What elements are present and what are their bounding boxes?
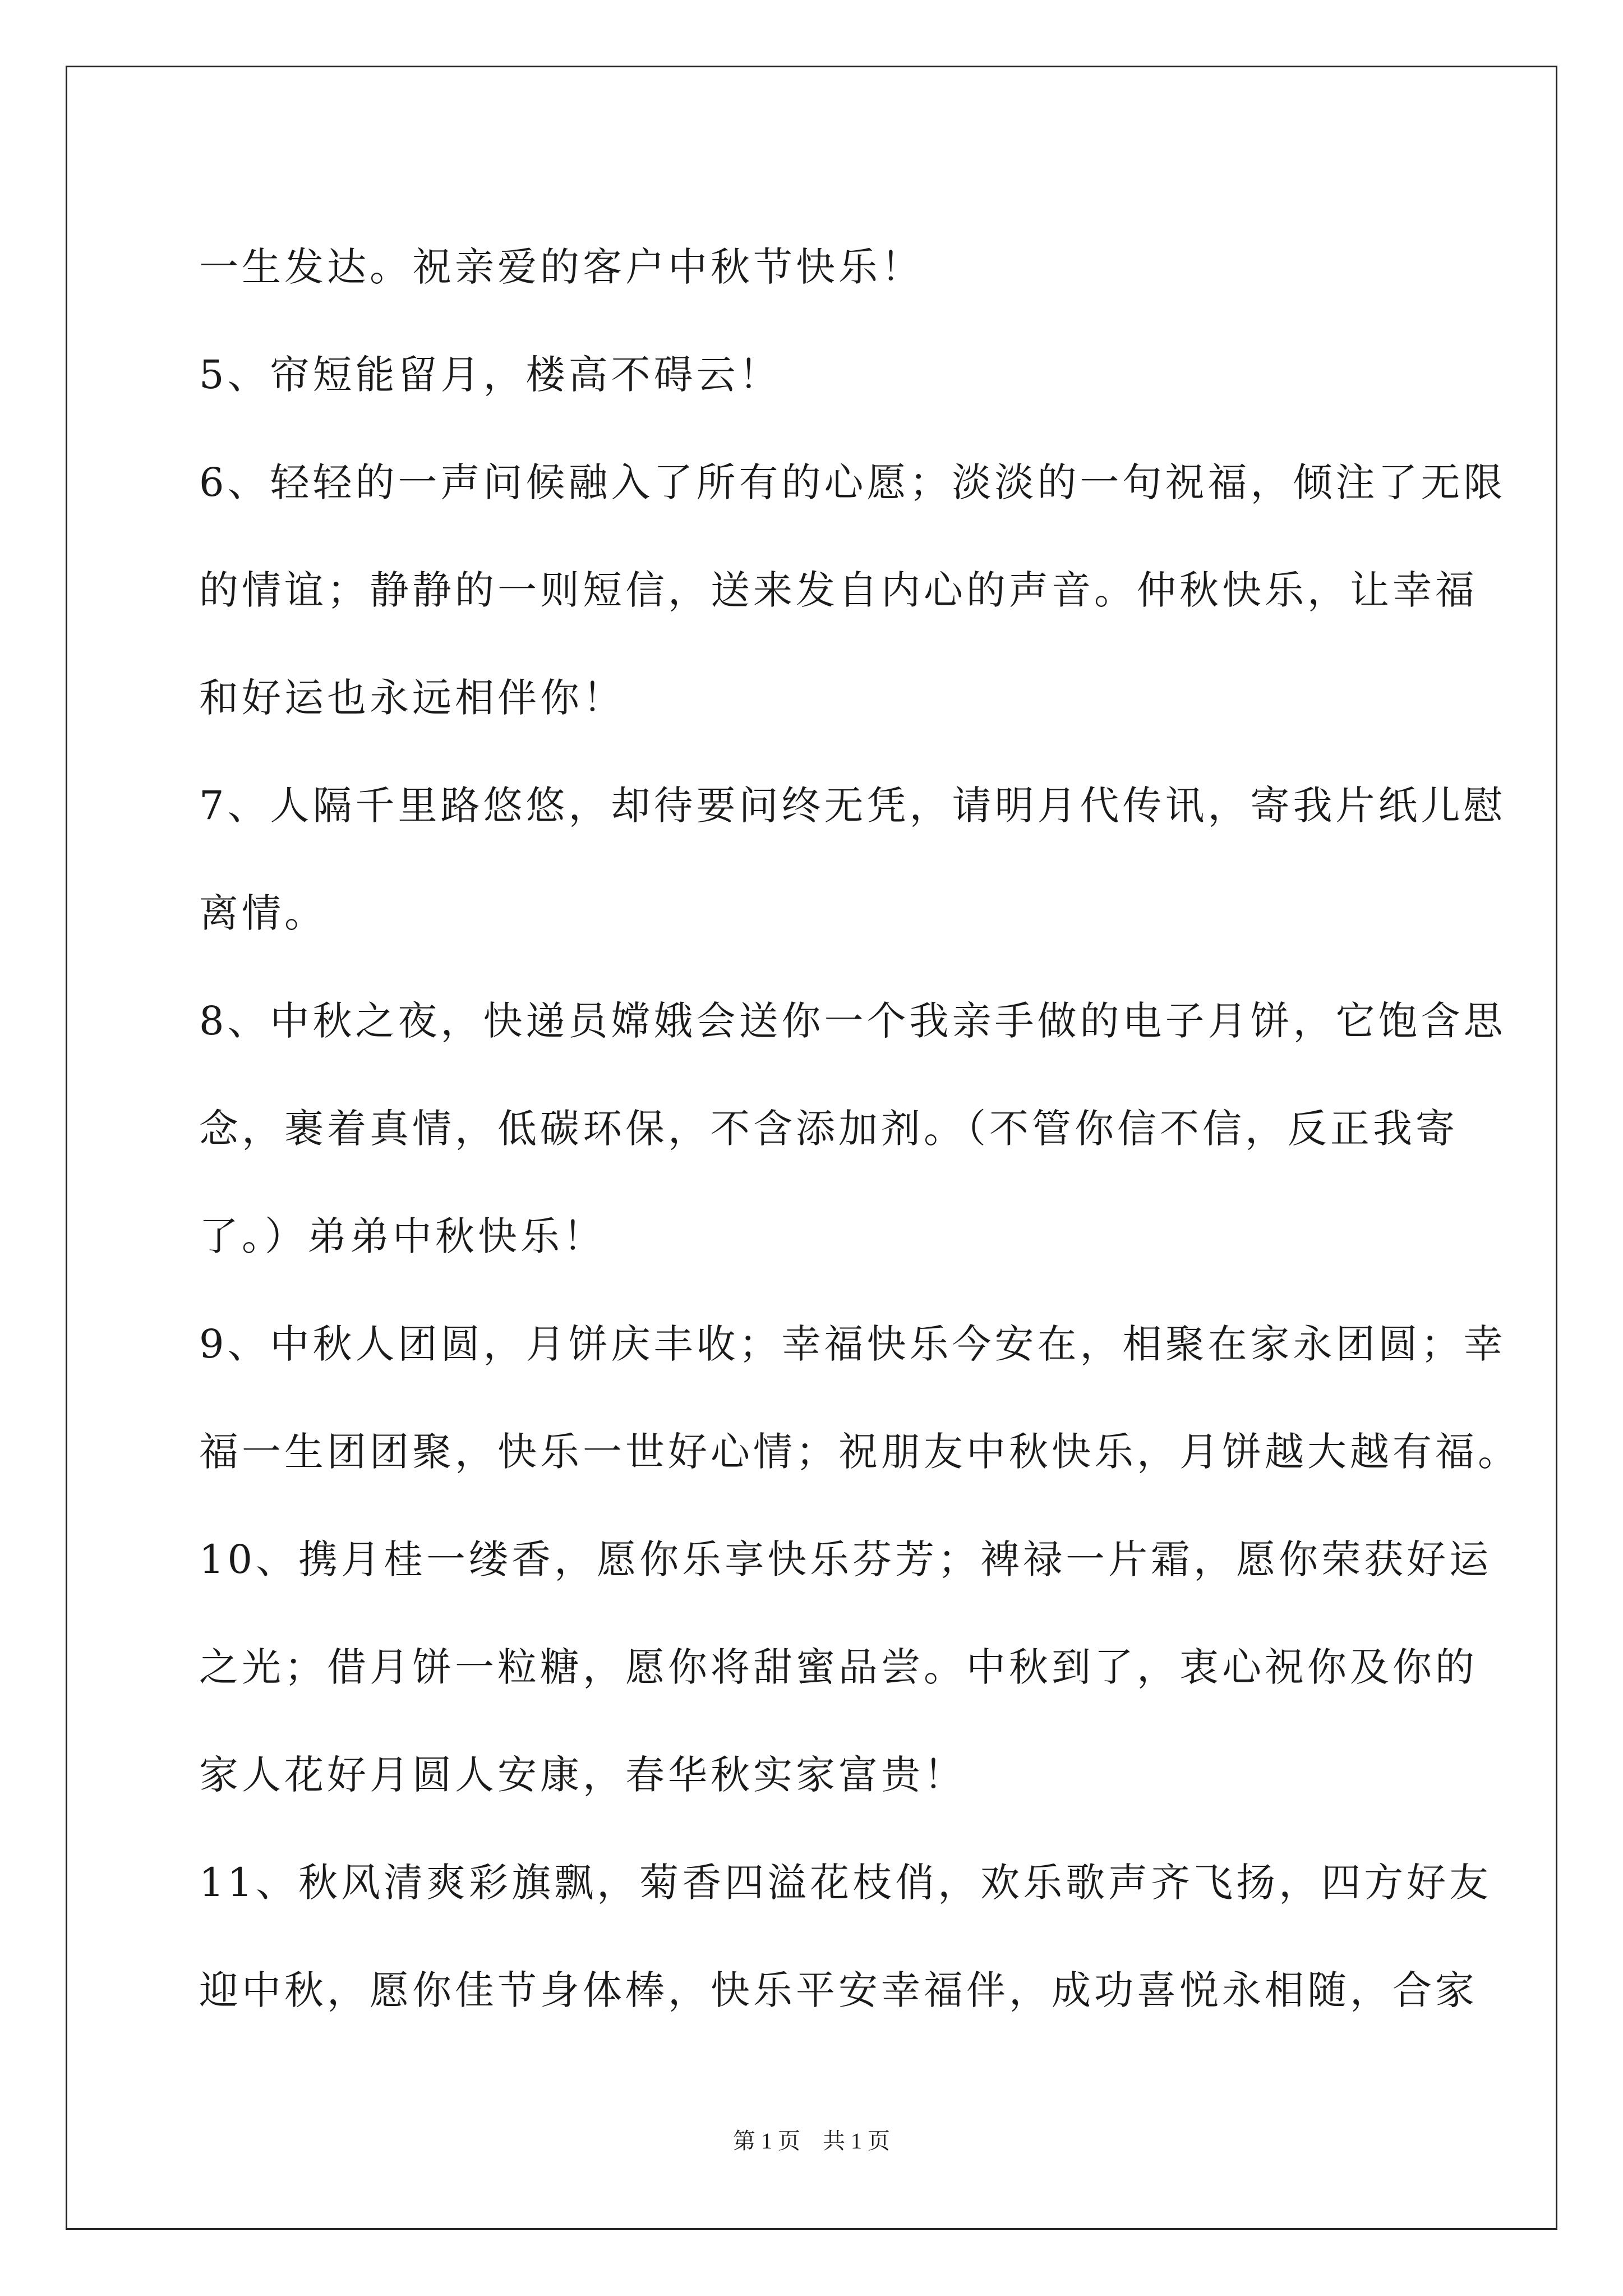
text-line: 7、人隔千里路悠悠，却待要问终无凭，请明月代传讯，寄我片纸儿慰 <box>199 783 1506 829</box>
text-line: 一生发达。祝亲爱的客户中秋节快乐！ <box>199 244 924 290</box>
text-line: 6、轻轻的一声问候融入了所有的心愿；淡淡的一句祝福，倾注了无限 <box>199 459 1506 505</box>
text-line: 和好运也永远相伴你！ <box>199 675 625 721</box>
text-line: 福一生团团聚，快乐一世好心情；祝朋友中秋快乐，月饼越大越有福。 <box>199 1429 1520 1475</box>
text-line: 念，裹着真情，低碳环保，不含添加剂。（不管你信不信，反正我寄 <box>199 1106 1458 1152</box>
document-body <box>199 213 1520 2044</box>
text-line: 迎中秋，愿你佳节身体棒，快乐平安幸福伴，成功喜悦永相随，合家 <box>199 1967 1478 2013</box>
text-line: 家人花好月圆人安康，春华秋实家富贵！ <box>199 1752 966 1798</box>
text-line: 9、中秋人团圆，月饼庆丰收；幸福快乐今安在，相聚在家永团圆；幸 <box>199 1321 1506 1367</box>
text-line: 离情。 <box>199 890 327 936</box>
text-line: 5、帘短能留月，楼高不碍云！ <box>199 352 782 398</box>
text-line: 的情谊；静静的一则短信，送来发自内心的声音。仲秋快乐，让幸福 <box>199 567 1478 613</box>
text-line: 10、携月桂一缕香，愿你乐享快乐芬芳；裨禄一片霜，愿你荣获好运 <box>199 1536 1492 1582</box>
text-line: 11、秋风清爽彩旗飘，菊香四溢花枝俏，欢乐歌声齐飞扬，四方好友 <box>199 1860 1492 1906</box>
text-line: 之光；借月饼一粒糖，愿你将甜蜜品尝。中秋到了，衷心祝你及你的 <box>199 1644 1478 1690</box>
text-line: 8、中秋之夜，快递员嫦娥会送你一个我亲手做的电子月饼，它饱含思 <box>199 998 1506 1044</box>
page-number: 第 1 页 共 1 页 <box>733 2128 890 2154</box>
text-line: 了。）弟弟中秋快乐！ <box>199 1213 606 1259</box>
